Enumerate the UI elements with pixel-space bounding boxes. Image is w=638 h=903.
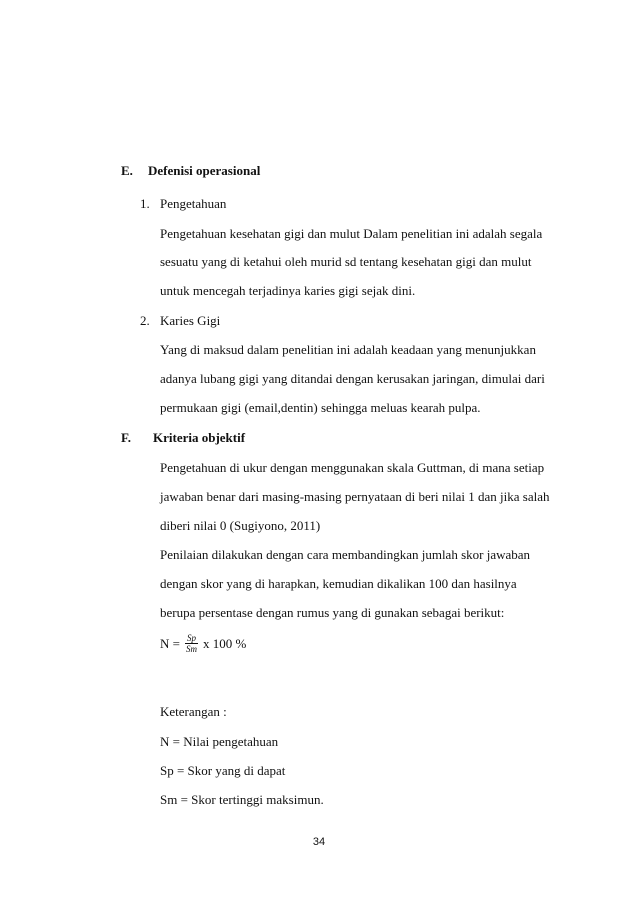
item-2-title: Karies Gigi: [160, 313, 221, 328]
formula-lhs: N =: [160, 635, 180, 651]
paragraph-line: adanya lubang gigi yang ditandai dengan kerusakan jaringan, dimulai dari: [160, 371, 545, 386]
formula-fraction: [184, 633, 199, 654]
section-e-title: Defenisi operasional: [148, 163, 261, 178]
keterangan-item: N = Nilai pengetahuan: [160, 734, 279, 749]
item-1-title: Pengetahuan: [160, 196, 227, 211]
formula-rhs: x 100 %: [202, 635, 247, 651]
section-f-letter: F.: [121, 430, 131, 445]
keterangan-item: Sp = Skor yang di dapat: [160, 763, 286, 778]
paragraph-line: Pengetahuan kesehatan gigi dan mulut Dalam penelitian ini adalah segala: [160, 226, 543, 241]
paragraph-line: diberi nilai 0 (Sugiyono, 2011): [160, 518, 321, 533]
paragraph-line: Penilaian dilakukan dengan cara membandingkan jumlah skor jawaban: [160, 547, 531, 562]
paragraph-line: untuk mencegah terjadinya karies gigi sejak dini.: [160, 283, 416, 298]
section-e-letter: E.: [121, 163, 133, 178]
page-number: 34: [312, 836, 326, 848]
paragraph-line: jawaban benar dari masing-masing pernyataan di beri nilai 1 dan jika salah: [160, 489, 550, 504]
formula-denominator: Sm: [185, 644, 197, 654]
paragraph-line: berupa persentase dengan rumus yang di gunakan sebagai berikut:: [160, 605, 505, 620]
formula-numerator: Sp: [186, 633, 196, 643]
paragraph-line: Pengetahuan di ukur dengan menggunakan skala Guttman, di mana setiap: [160, 460, 545, 475]
formula: [160, 633, 246, 654]
section-f-title: Kriteria objektif: [153, 430, 246, 445]
paragraph-line: sesuatu yang di ketahui oleh murid sd tentang kesehatan gigi dan mulut: [160, 254, 532, 269]
item-2-number: 2.: [140, 313, 150, 328]
keterangan-item: Sm = Skor tertinggi maksimun.: [160, 792, 324, 807]
paragraph-line: permukaan gigi (email,dentin) sehingga meluas kearah pulpa.: [160, 400, 481, 415]
paragraph-line: Yang di maksud dalam penelitian ini adalah keadaan yang menunjukkan: [160, 342, 536, 357]
paragraph-line: dengan skor yang di harapkan, kemudian dikalikan 100 dan hasilnya: [160, 576, 517, 591]
item-1-number: 1.: [140, 196, 150, 211]
keterangan-title: Keterangan :: [160, 704, 227, 719]
